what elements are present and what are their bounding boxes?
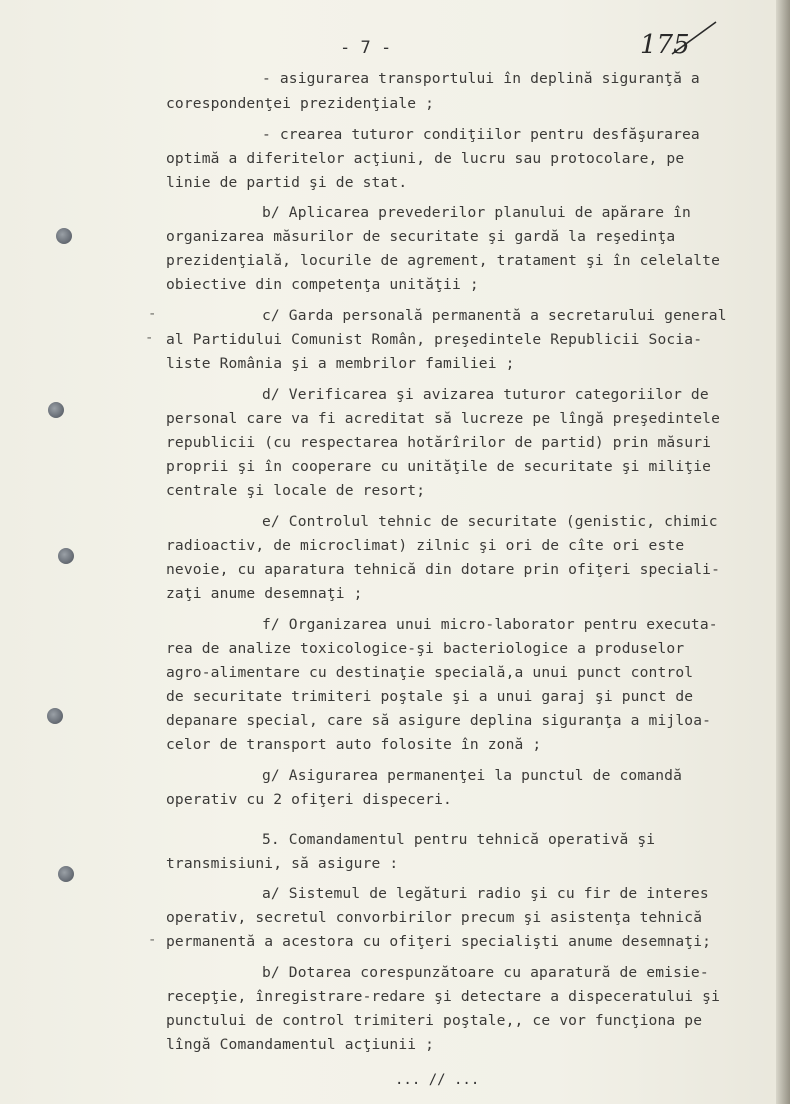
text-line: zaţi anume desemnaţi ; bbox=[166, 585, 363, 602]
text-line: al Partidului Comunist Român, preşedintele Republicii Socia- bbox=[166, 331, 703, 348]
punch-hole bbox=[48, 402, 64, 418]
text-line: nevoie, cu aparatura tehnică din dotare prin ofiţeri speciali- bbox=[166, 561, 721, 578]
punch-hole bbox=[58, 866, 74, 882]
text-line: b/ Aplicarea prevederilor planului de apărare în bbox=[262, 204, 691, 221]
text-line: organizarea măsurilor de securitate şi gardă la reşedinţa bbox=[166, 228, 676, 245]
page-edge-shadow bbox=[776, 0, 790, 1104]
text-line: linie de partid şi de stat. bbox=[166, 174, 408, 191]
text-line: operativ cu 2 ofiţeri dispeceri. bbox=[166, 791, 452, 808]
page-number: - 7 - bbox=[340, 38, 392, 58]
text-line: e/ Controlul tehnic de securitate (genistic, chimic bbox=[262, 513, 718, 530]
text-line: personal care va fi acreditat să lucreze pe lîngă preşedintele bbox=[166, 410, 721, 427]
text-line: prezidenţială, locurile de agrement, tratament şi în celelalte bbox=[166, 252, 721, 269]
text-line: proprii şi în cooperare cu unităţile de securitate şi miliţie bbox=[166, 458, 712, 475]
text-line: radioactiv, de microclimat) zilnic şi ori de cîte ori este bbox=[166, 537, 685, 554]
text-line: optimă a diferitelor acţiuni, de lucru sau protocolare, pe bbox=[166, 150, 685, 167]
text-line: obiective din competenţa unităţii ; bbox=[166, 276, 479, 293]
text-line: f/ Organizarea unui micro-laborator pentru executa- bbox=[262, 616, 718, 633]
margin-dash: - bbox=[148, 306, 157, 322]
text-line: recepţie, înregistrare-redare şi detectare a dispeceratului şi bbox=[166, 988, 721, 1005]
archive-number-stamp: 175 bbox=[640, 30, 690, 60]
text-line: rea de analize toxicologice-şi bacteriologice a produselor bbox=[166, 640, 685, 657]
text-line: - crearea tuturor condiţiilor pentru desfăşurarea bbox=[262, 126, 700, 143]
page-continuation-mark: ... // ... bbox=[395, 1072, 480, 1088]
punch-hole bbox=[56, 228, 72, 244]
text-line: centrale şi locale de resort; bbox=[166, 482, 426, 499]
text-line: g/ Asigurarea permanenţei la punctul de comandă bbox=[262, 767, 683, 784]
text-line: agro-alimentare cu destinaţie specială,a unui punct control bbox=[166, 664, 694, 681]
text-line: corespondenţei prezidenţiale ; bbox=[166, 95, 435, 112]
text-line: lîngă Comandamentul acţiunii ; bbox=[166, 1036, 435, 1053]
margin-dash: - bbox=[148, 932, 157, 948]
text-line: republicii (cu respectarea hotărîrilor de partid) prin măsuri bbox=[166, 434, 712, 451]
text-line: 5. Comandamentul pentru tehnică operativă şi bbox=[262, 831, 656, 848]
text-line: operativ, secretul convorbirilor precum şi asistenţa tehnică bbox=[166, 909, 703, 926]
text-line: d/ Verificarea şi avizarea tuturor categoriilor de bbox=[262, 386, 709, 403]
text-line: c/ Garda personală permanentă a secretarului general bbox=[262, 307, 727, 324]
text-line: de securitate trimiteri poştale şi a unui garaj şi punct de bbox=[166, 688, 694, 705]
text-line: liste România şi a membrilor familiei ; bbox=[166, 355, 515, 372]
text-line: transmisiuni, să asigure : bbox=[166, 855, 399, 872]
text-line: a/ Sistemul de legături radio şi cu fir de interes bbox=[262, 885, 709, 902]
text-line: depanare special, care să asigure deplina siguranţa a mijloa- bbox=[166, 712, 712, 729]
stamp-pen-stroke bbox=[670, 18, 718, 58]
text-line: b/ Dotarea corespunzătoare cu aparatură de emisie- bbox=[262, 964, 709, 981]
punch-hole bbox=[58, 548, 74, 564]
text-line: celor de transport auto folosite în zonă ; bbox=[166, 736, 542, 753]
text-line: punctului de control trimiteri poştale,, ce vor funcţiona pe bbox=[166, 1012, 703, 1029]
text-line: - asigurarea transportului în deplină siguranţă a bbox=[262, 70, 700, 87]
punch-hole bbox=[47, 708, 63, 724]
text-line: permanentă a acestora cu ofiţeri specialişti anume desemnaţi; bbox=[166, 933, 712, 950]
margin-dash: - bbox=[145, 330, 154, 346]
